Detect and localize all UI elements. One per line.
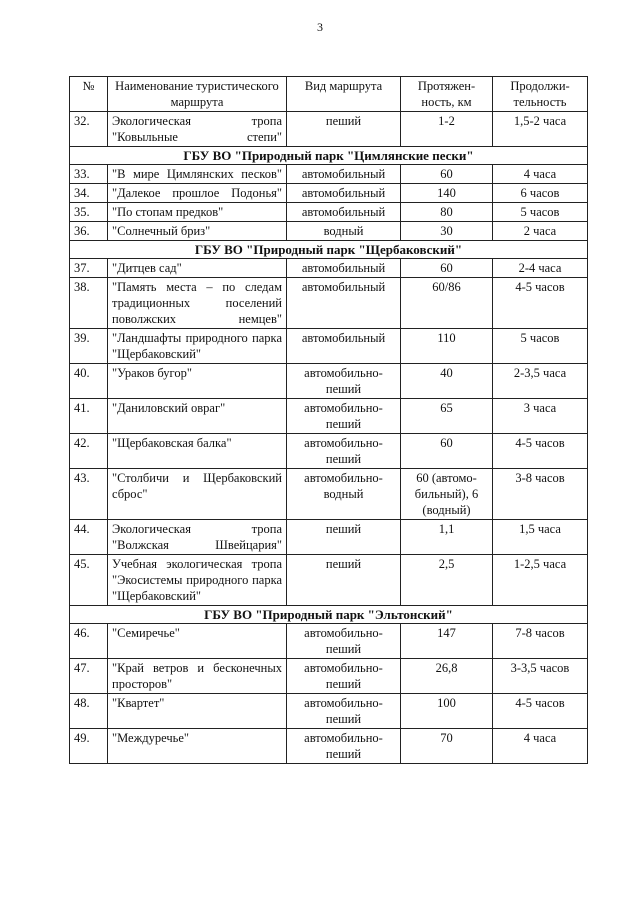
table-row: [70, 399, 588, 434]
route-kind: автомобильно-пеший: [287, 399, 401, 434]
header-length: Протяжен-ность, км: [401, 77, 493, 112]
route-name: "Память места – по следам традиционных поселений поволжских немцев": [108, 278, 287, 329]
route-kind: автомобильный: [287, 259, 401, 278]
route-length: 110: [401, 329, 493, 364]
table-row: [70, 624, 588, 659]
route-name: Экологическая тропа "Волжская Швейцария": [108, 520, 287, 555]
route-name: "В мире Цимлянских песков": [108, 165, 287, 184]
route-duration: 4-5 часов: [493, 694, 588, 729]
route-number: 36.: [70, 222, 108, 241]
route-name: "По стопам предков": [108, 203, 287, 222]
route-number: 32.: [70, 112, 108, 147]
route-duration: 2-4 часа: [493, 259, 588, 278]
routes-body: [70, 112, 588, 764]
route-duration: 3 часа: [493, 399, 588, 434]
header-kind: Вид маршрута: [287, 77, 401, 112]
route-kind: автомобильно-пеший: [287, 624, 401, 659]
section-title: ГБУ ВО "Природный парк "Эльтонский": [70, 606, 588, 624]
route-kind: автомобильный: [287, 184, 401, 203]
route-name: "Край ветров и бесконечных просторов": [108, 659, 287, 694]
route-length: 1,1: [401, 520, 493, 555]
route-kind: пеший: [287, 555, 401, 606]
route-number: 34.: [70, 184, 108, 203]
route-name: Экологическая тропа "Ковыльные степи": [108, 112, 287, 147]
table-row: [70, 434, 588, 469]
route-kind: автомобильный: [287, 203, 401, 222]
route-length: 100: [401, 694, 493, 729]
route-length: 60/86: [401, 278, 493, 329]
route-length: 60: [401, 259, 493, 278]
route-duration: 1,5 часа: [493, 520, 588, 555]
route-name: "Квартет": [108, 694, 287, 729]
route-duration: 1-2,5 часа: [493, 555, 588, 606]
header-duration: Продолжи-тельность: [493, 77, 588, 112]
table-row: [70, 694, 588, 729]
route-kind: пеший: [287, 112, 401, 147]
route-duration: 4-5 часов: [493, 434, 588, 469]
route-duration: 5 часов: [493, 203, 588, 222]
route-kind: автомобильно-пеший: [287, 364, 401, 399]
table-row: [70, 659, 588, 694]
table-row: [70, 729, 588, 764]
route-kind: автомобильно-водный: [287, 469, 401, 520]
route-length: 2,5: [401, 555, 493, 606]
route-number: 42.: [70, 434, 108, 469]
route-length: 40: [401, 364, 493, 399]
table-row: [70, 112, 588, 147]
route-kind: автомобильно-пеший: [287, 694, 401, 729]
route-kind: автомобильно-пеший: [287, 659, 401, 694]
route-duration: 4 часа: [493, 165, 588, 184]
route-number: 37.: [70, 259, 108, 278]
route-name: "Щербаковская балка": [108, 434, 287, 469]
route-number: 45.: [70, 555, 108, 606]
section-header-row: [70, 606, 588, 624]
route-length: 147: [401, 624, 493, 659]
route-number: 41.: [70, 399, 108, 434]
route-kind: автомобильно-пеший: [287, 434, 401, 469]
page-number: 3: [317, 20, 323, 34]
route-duration: 7-8 часов: [493, 624, 588, 659]
route-length: 60: [401, 434, 493, 469]
section-title: ГБУ ВО "Природный парк "Щербаковский": [70, 241, 588, 259]
route-number: 39.: [70, 329, 108, 364]
table-row: [70, 555, 588, 606]
table-row: [70, 469, 588, 520]
table-row: [70, 259, 588, 278]
route-name: "Столбичи и Щербаковский сброс": [108, 469, 287, 520]
table-row: [70, 329, 588, 364]
route-length: 70: [401, 729, 493, 764]
table-row: [70, 165, 588, 184]
route-number: 49.: [70, 729, 108, 764]
route-duration: 3-3,5 часов: [493, 659, 588, 694]
header-num: №: [70, 77, 108, 112]
route-number: 40.: [70, 364, 108, 399]
route-kind: автомобильный: [287, 329, 401, 364]
table-row: [70, 278, 588, 329]
route-name: "Дитцев сад": [108, 259, 287, 278]
route-number: 48.: [70, 694, 108, 729]
route-duration: 1,5-2 часа: [493, 112, 588, 147]
route-number: 35.: [70, 203, 108, 222]
route-length: 30: [401, 222, 493, 241]
route-name: "Ландшафты природного парка "Щербаковский": [108, 329, 287, 364]
route-length: 60 (автомо-бильный), 6 (водный): [401, 469, 493, 520]
section-header-row: [70, 241, 588, 259]
route-duration: 2 часа: [493, 222, 588, 241]
route-name: "Солнечный бриз": [108, 222, 287, 241]
route-length: 1-2: [401, 112, 493, 147]
route-duration: 2-3,5 часа: [493, 364, 588, 399]
header-name: Наименование туристического маршрута: [108, 77, 287, 112]
route-number: 47.: [70, 659, 108, 694]
route-kind: автомобильный: [287, 278, 401, 329]
table-row: [70, 203, 588, 222]
route-duration: 4-5 часов: [493, 278, 588, 329]
route-name: Учебная экологическая тропа "Экосистемы природного парка "Щербаковский": [108, 555, 287, 606]
route-name: "Семиречье": [108, 624, 287, 659]
section-header-row: [70, 147, 588, 165]
route-length: 140: [401, 184, 493, 203]
route-length: 65: [401, 399, 493, 434]
route-length: 80: [401, 203, 493, 222]
table-row: [70, 184, 588, 203]
routes-table: [69, 76, 588, 764]
route-kind: автомобильно-пеший: [287, 729, 401, 764]
route-kind: водный: [287, 222, 401, 241]
route-number: 33.: [70, 165, 108, 184]
route-kind: автомобильный: [287, 165, 401, 184]
route-duration: 5 часов: [493, 329, 588, 364]
route-kind: пеший: [287, 520, 401, 555]
table-row: [70, 364, 588, 399]
table-row: [70, 222, 588, 241]
table-row: [70, 520, 588, 555]
section-title: ГБУ ВО "Природный парк "Цимлянские пески": [70, 147, 588, 165]
route-number: 46.: [70, 624, 108, 659]
route-name: "Далекое прошлое Подонья": [108, 184, 287, 203]
route-duration: 4 часа: [493, 729, 588, 764]
route-name: "Ураков бугор": [108, 364, 287, 399]
route-name: "Междуречье": [108, 729, 287, 764]
route-length: 60: [401, 165, 493, 184]
route-duration: 3-8 часов: [493, 469, 588, 520]
route-name: "Даниловский овраг": [108, 399, 287, 434]
header-row: [70, 77, 588, 112]
route-number: 38.: [70, 278, 108, 329]
route-length: 26,8: [401, 659, 493, 694]
route-number: 43.: [70, 469, 108, 520]
route-duration: 6 часов: [493, 184, 588, 203]
route-number: 44.: [70, 520, 108, 555]
